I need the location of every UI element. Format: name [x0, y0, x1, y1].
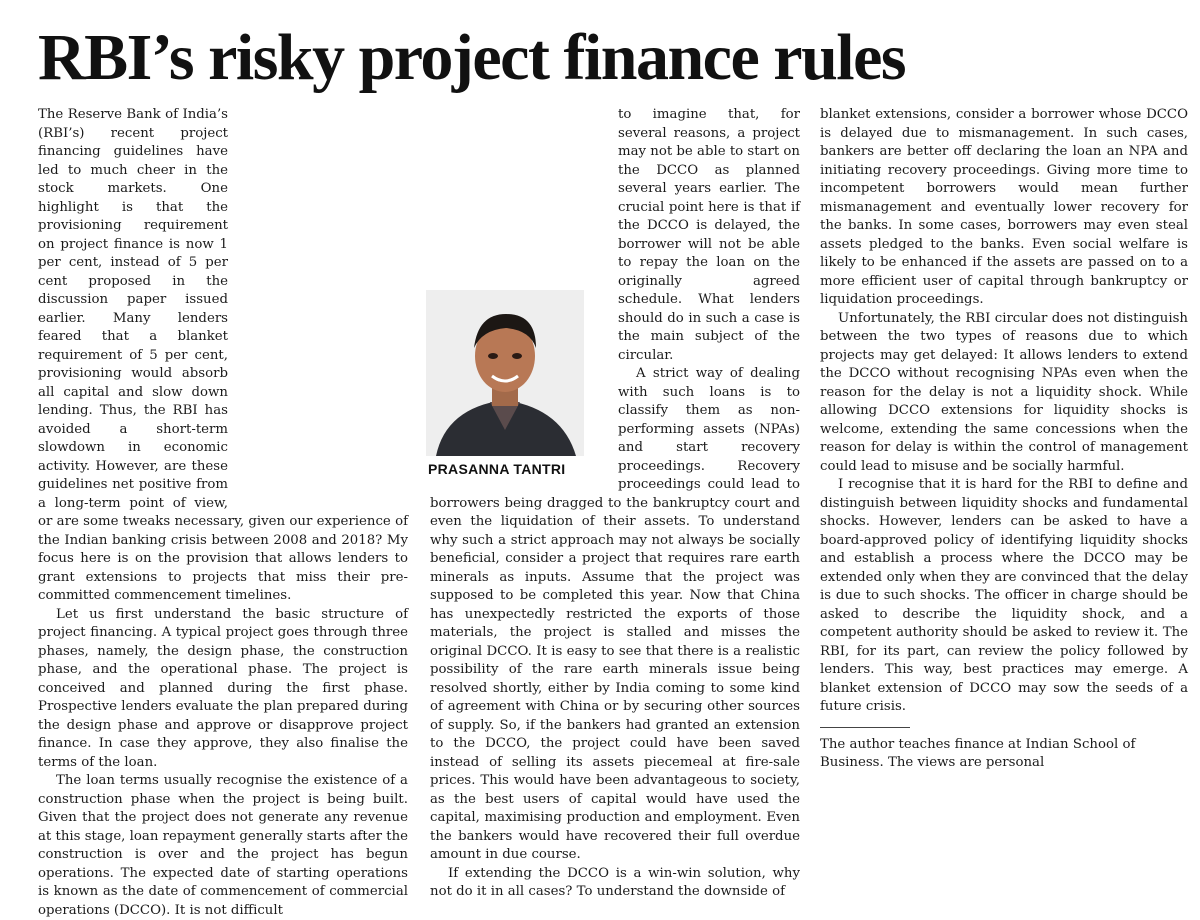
paragraph: to imagine that, for several reasons, a project may not be able to start on the DCCO as planned several years earlier. The crucial point here is that if the DCCO is delayed, the borrower will not be able to repay the loan on the originally agreed schedule. What lenders should do in such a case is the main subject of the circular.: [618, 107, 800, 363]
article-column-2: [428, 106, 800, 899]
paragraph: The Reserve Bank of India’s (RBI’s) recent project financing guidelines have led to much cheer in the stock markets. One highlight is that the provisioning requirement on project finance is now 1 per cent, instead of 5 per cent proposed in the discussion paper issued earlier. Many lenders feared that a blanket requirement of 5 per cent, provisioning would absorb all capital and slow down lending. Thus, the RBI has avoided a short-term slowdown in economic activity. However, are these guidelines net positive from a long-term point of view, or are some tweaks necessary, given our experience of the Indian banking crisis between 2008 and 2018? My focus here is on the provision that allows lenders to grant extensions to projects that miss their pre-committed commencement timelines.: [38, 107, 408, 603]
article-column-3: [820, 106, 1188, 802]
article-column-1: [38, 106, 409, 918]
author-photo: [430, 290, 610, 488]
byline: PRASANNA TANTRI: [428, 461, 566, 477]
paragraph: A strict way of dealing with such loans is to classify them as non-performing assets (NPAs) and start recovery proceedings. Recovery proceedings could lead to borrowers being dragged to the bankruptcy court and even the liquidation of their assets. To understand why such a strict approach may not always be socially beneficial, consider a project that requires rare earth minerals as inputs. Assume that the project was supposed to be completed this year. Now that China has unexpectedly restricted the exports of those materials, the project is stalled and misses the original DCCO. It is easy to see that there is a realistic possibility of the rare earth minerals issue being resolved shortly, either by India coming to some kind of agreement with China or by securing other sources of supply. So, if the bankers had granted an extension to the DCCO, the project could have been saved instead of selling its assets piecemeal at fire-sale prices. This would have been advantageous to society, as the best users of capital would have used the capital, maximising production and employment. Even the bankers would have recovered their full overdue amount in due course.: [430, 366, 800, 862]
paragraph: If extending the DCCO is a win-win solution, why not do it in all cases? To understand the downside of: [430, 865, 800, 899]
author-portrait-image: [426, 290, 584, 456]
headline: RBI’s risky project finance rules: [38, 21, 906, 94]
author-photo-block: [236, 316, 408, 506]
paragraph: blanket extensions, consider a borrower whose DCCO is delayed due to mismanagement. In such cases, bankers are better off declaring the loan an NPA and initiating recovery proceedings. Giving more time to incompetent borrowers would mean further mismanagement and eventually lower recovery for the banks. In some cases, borrowers may even steal assets pledged to the banks. Even social welfare is likely to be enhanced if the assets are passed on to a more efficient user of capital through bankruptcy or liquidation proceedings.: [820, 107, 1188, 307]
paragraph: The loan terms usually recognise the existence of a construction phase when the project is being built. Given that the project does not generate any revenue at this stage, loan repayment generally starts after the construction is over and the project has begun operations. The expected date of starting operations is known as the date of commencement of commercial operations (DCCO). It is not difficult: [38, 773, 409, 918]
divider: [820, 727, 910, 728]
paragraph: I recognise that it is hard for the RBI to define and distinguish between liquidity shocks and fundamental shocks. However, lenders can be asked to have a board-approved policy of identifying liquidity shocks and establish a process where the DCCO may be extended only when they are convinced that the delay is due to such shocks. The officer in charge should be asked to describe the liquidity shock, and a competent authority should be asked to review it. The RBI, for its part, can review the policy followed by lenders. This way, best practices may emerge. A blanket extension of DCCO may sow the seeds of a future crisis.: [820, 477, 1188, 714]
paragraph: Unfortunately, the RBI circular does not distinguish between the two types of reasons due to which projects may get delayed: It allows lenders to extend the DCCO without recognising NPAs even when the reason for the delay is not a liquidity shock. While allowing DCCO extensions for liquidity shocks is welcome, extending the same concessions when the reason for delay is within the control of management could lead to misuse and be socially harmful.: [820, 310, 1188, 474]
paragraph: Let us first understand the basic structure of project financing. A typical project goes through three phases, namely, the design phase, the construction phase, and the operational phase. The project is conceived and planned during the first phase. Prospective lenders evaluate the plan prepared during the design phase and approve or disapprove project finance. In case they approve, they also finalise the terms of the loan.: [38, 606, 408, 770]
author-note: The author teaches finance at Indian School of Business. The views are personal: [820, 736, 1136, 770]
